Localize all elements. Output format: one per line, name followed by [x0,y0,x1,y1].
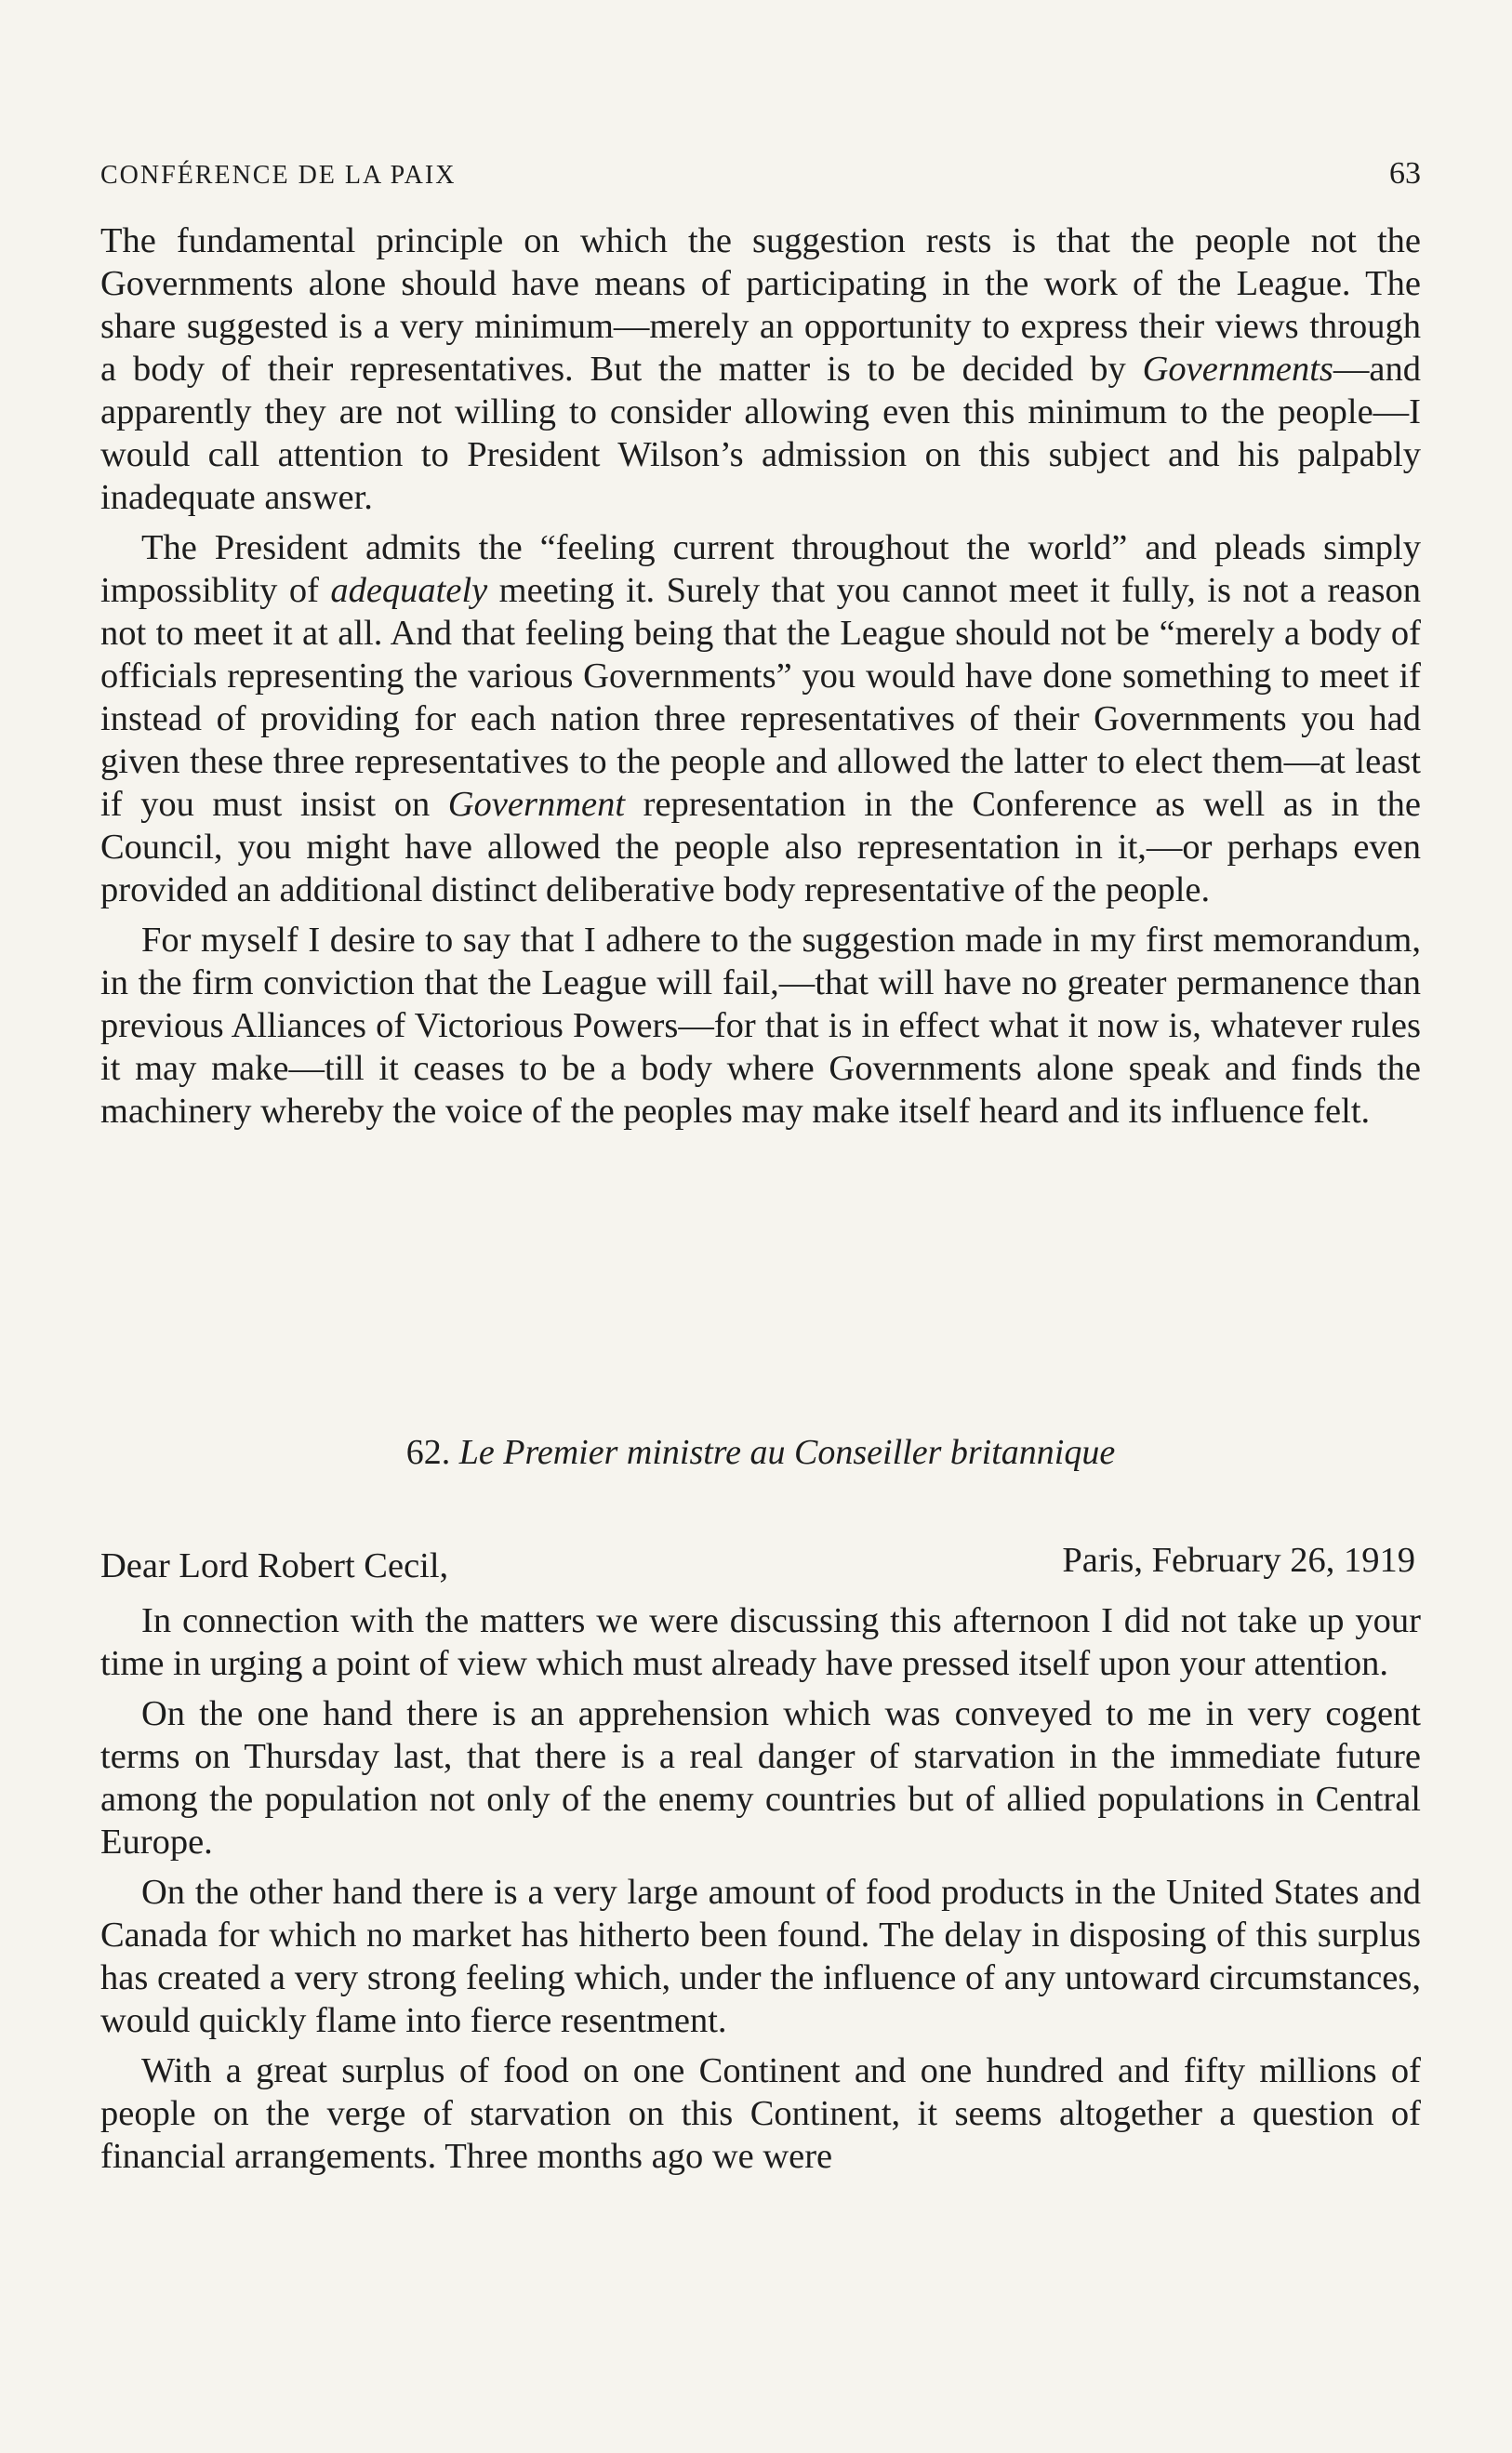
paragraph: On the one hand there is an apprehension which was conveyed to me in very cogent terms on Thursday last, that there is a real danger of starvation in the immediate future among the population not only of the enemy countries but of allied populations in Central Europe. [100,1694,1421,1862]
text-run: meeting it. Surely that you cannot meet it fully, is not a reason not to meet it at all. And that feeling being that the League should not be “merely a body of officials representing the various Governments” you would have done something to meet if instead of providing for each nation three representatives of their Governments you had given these three representatives to the people and allowed the latter to elect them—at least if you must insist on [100,571,1421,824]
paragraph: On the other hand there is a very large amount of food products in the United States and Canada for which no market has hitherto been found. The delay in disposing of this surplus has created a very strong feeling which, under the influence of any untoward circumstances, would quickly flame into fierce resentment. [100,1873,1421,2040]
paragraph [100,219,1421,519]
document-heading [100,1432,1421,1473]
document-title: Le Premier ministre au Conseiller britannique [458,1433,1116,1472]
italic-text: Government [447,785,626,824]
paragraph: With a great surplus of food on one Continent and one hundred and fifty millions of people on the verge of starvation on this Continent, it seems altogether a question of financial arrangements. Three months ago we were [100,2051,1421,2176]
paragraph [100,526,1421,911]
page-number: 63 [1389,156,1421,191]
paragraph: In connection with the matters we were discussing this afternoon I did not take up your time in urging a point of view which must already have pressed itself upon your attention. [100,1601,1421,1683]
letter-text [100,1599,1421,2185]
document-page [100,0,1421,2453]
paragraph: For myself I desire to say that I adhere to the suggestion made in my first memorandum, in the firm conviction that the League will fail,—that will have no greater permanence than previous Alliances of Victorious Powers—for that is in effect what it now is, whatever rules it may make—till it ceases to be a body where Governments alone speak and finds the machinery whereby the voice of the peoples may make itself heard and its influence felt. [100,921,1421,1131]
salutation: Dear Lord Robert Cecil, [100,1546,449,1585]
running-title: CONFÉRENCE DE LA PAIX [100,161,457,190]
dateline: Paris, February 26, 1919 [1062,1541,1415,1580]
text-run: The fundamental principle on which the suggestion rests is that the people not the Governments alone should have means of participating in the work of the League. The share suggested is a very minimum—merely an opportunity to express their views through a body of their representatives. But the matter is to be decided by [100,221,1421,389]
italic-text: Governments [1142,350,1333,389]
text-run: —and apparently they are not willing to consider allowing even this minimum to the people—I would call attention to President Wilson’s admission on this subject and his palpably inadequate answer. [100,350,1421,517]
document-number: 62. [405,1433,451,1472]
memorandum-text [100,219,1421,1140]
letter-header [100,1541,1421,1586]
italic-text: adequately [330,571,488,610]
running-head [100,156,1421,192]
text-run: representation in the Conference as well as in the Council, you might have allowed the people also representation in it,—or perhaps even provided an additional distinct deliberative body representative of the people. [100,785,1421,909]
text-run: The President admits the “feeling current throughout the world” and pleads simply impossiblity of [100,528,1421,610]
